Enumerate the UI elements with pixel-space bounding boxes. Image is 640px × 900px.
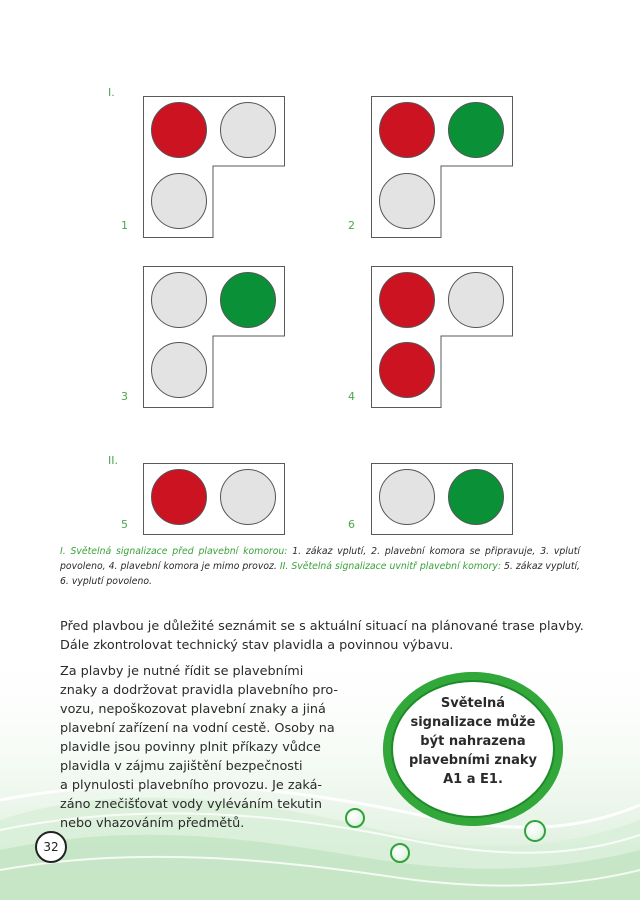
diagram-number: 6 [348, 518, 355, 531]
body-line: nebo vhazováním předmětů. [60, 816, 245, 831]
body-line: plavidle jsou povinny plnit příkazy vůdce [60, 740, 321, 755]
signal-lamp-off [151, 342, 207, 398]
body-line: Za plavby je nutné řídit se plavebními [60, 664, 304, 679]
callout-line: plavebními znaky [408, 753, 538, 768]
section-label-two: II. [108, 454, 118, 467]
section-label-one: I. [108, 86, 115, 99]
body-line: znaky a dodržovat pravidla plavebního pro- [60, 683, 339, 698]
diagram-number: 4 [348, 390, 355, 403]
decorative-bubble [390, 843, 410, 863]
body-line: a plynulosti plavebního provozu. Je zaká- [60, 778, 323, 793]
signal-lamp-off [448, 272, 504, 328]
diagram-number: 3 [121, 390, 128, 403]
body-line: plavební zařízení na vodní cestě. Osoby na [60, 721, 335, 736]
decorative-bubble [345, 808, 365, 828]
callout-line: A1 a E1. [443, 772, 503, 787]
signal-lamp-off [151, 272, 207, 328]
callout-line: být nahrazena [420, 734, 526, 749]
decorative-bubble [524, 820, 546, 842]
diagram-number: 5 [121, 518, 128, 531]
callout-line: signalizace může [410, 715, 536, 730]
callout-bubble [383, 672, 563, 826]
callout-line: Světelná [440, 696, 506, 711]
signal-lamp-off [379, 173, 435, 229]
diagram-number: 2 [348, 219, 355, 232]
signal-lamp-off [220, 469, 276, 525]
signal-lamp-red [151, 469, 207, 525]
caption-text-two: 5. zákaz vyplutí, 6. vyplutí povoleno. [60, 561, 581, 587]
signal-lamp-red [379, 102, 435, 158]
signal-lamp-off [379, 469, 435, 525]
intro-paragraph: Před plavbou je důležité seznámit se s aktuální situací na plánované trase plavby. Dále zkontrolovat technický stav plavidla a povinnou výbavu. [60, 619, 584, 653]
signal-lamp-red [379, 342, 435, 398]
page-number: 32 [35, 831, 67, 863]
caption-heading-one: I. Světelná signalizace před plavební komorou: [60, 546, 288, 557]
signal-lamp-off [220, 102, 276, 158]
signal-lamp-green [220, 272, 276, 328]
signal-lamp-red [151, 102, 207, 158]
signal-lamp-red [379, 272, 435, 328]
body-line: vozu, nepoškozovat plavební znaky a jiná [60, 702, 326, 717]
diagram-number: 1 [121, 219, 128, 232]
callout-text [383, 694, 563, 789]
signal-lamp-off [151, 173, 207, 229]
body-line: záno znečišťovat vody vyléváním tekutin [60, 797, 322, 812]
signal-lamp-green [448, 102, 504, 158]
body-line: plavidla v zájmu zajištění bezpečnosti [60, 759, 303, 774]
body-paragraph [60, 662, 360, 833]
caption-text-one: 1. zákaz vplutí, 2. plavební komora se připravuje, 3. vplutí povoleno, 4. plavební komora je mimo provoz. [60, 546, 580, 572]
signal-lamp-green [448, 469, 504, 525]
caption-heading-two: II. Světelná signalizace uvnitř plavební komory: [279, 561, 501, 572]
figure-caption [60, 544, 580, 589]
